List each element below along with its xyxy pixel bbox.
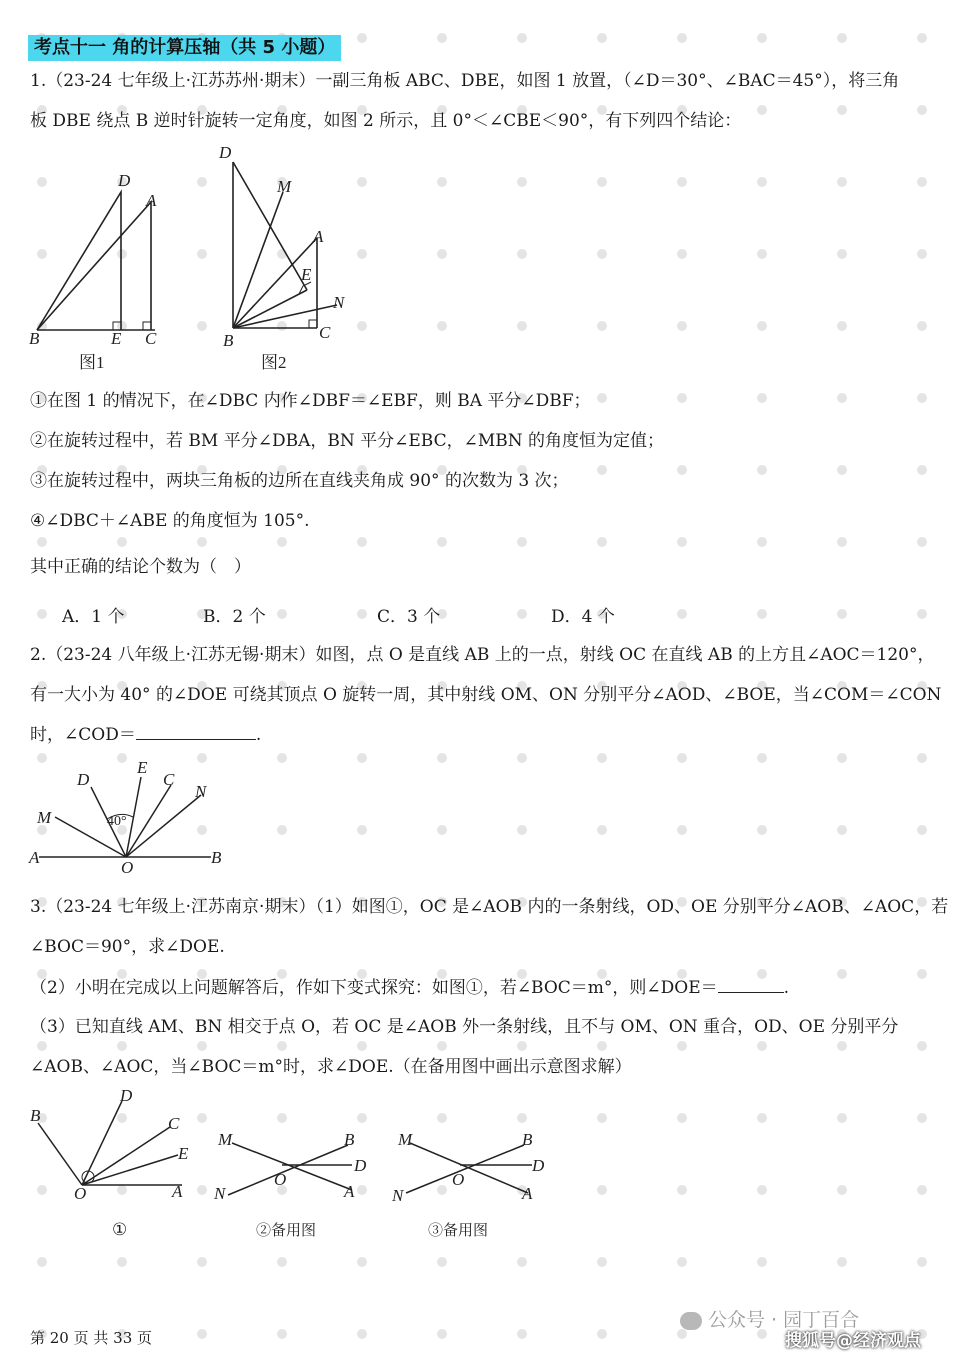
q2-label-o: O bbox=[121, 858, 134, 875]
q2-label-n: N bbox=[195, 782, 207, 801]
q2-text-line1: 2.（23-24 八年级上·江苏无锡·期末）如图，点 O 是直线 AB 上的一点，射线 OC 在直线 AB 的上方且∠AOC＝120°， bbox=[30, 645, 935, 665]
fig1-label-d: D bbox=[118, 171, 131, 190]
q3-fig2-label-d: D bbox=[354, 1156, 367, 1175]
q3-fig3-label-b: B bbox=[522, 1130, 533, 1149]
q3-fig3-label-o: O bbox=[452, 1170, 465, 1189]
page-footer: 第 20 页 共 33 页 bbox=[30, 1329, 153, 1347]
fig1-triangle-abc bbox=[37, 202, 151, 330]
q1-figures bbox=[25, 140, 365, 380]
q2-label-m: M bbox=[37, 808, 52, 827]
q2-angle-label: 40° bbox=[107, 814, 127, 829]
q3-caption-2: ②备用图 bbox=[256, 1223, 317, 1239]
q3-text-line4: （3）已知直线 AM、BN 相交于点 O，若 OC 是∠AOB 外一条射线，且不与 OM、ON 重合，OD、OE 分别平分 bbox=[30, 1017, 899, 1037]
q2-answer-blank[interactable] bbox=[136, 723, 256, 740]
q2-label-e: E bbox=[137, 758, 148, 777]
q2-label-c: C bbox=[163, 770, 175, 789]
q3-fig3-label-n: N bbox=[392, 1186, 404, 1205]
q3-fig3-label-d: D bbox=[532, 1156, 545, 1175]
q1-option-c: C．3 个 bbox=[377, 607, 441, 627]
fig2-caption: 图2 bbox=[261, 353, 287, 372]
q3-caption-3: ③备用图 bbox=[428, 1223, 489, 1239]
q2-figure bbox=[25, 755, 245, 875]
q2-label-b: B bbox=[211, 848, 222, 867]
fig1-triangle-dbe bbox=[37, 192, 121, 330]
q3-fig1-label-d: D bbox=[120, 1086, 133, 1105]
fig1-label-a: A bbox=[146, 191, 157, 210]
q3-fig2-label-n: N bbox=[214, 1184, 226, 1203]
q1-statement-2: ②在旋转过程中，若 BM 平分∠DBA，BN 平分∠EBC，∠MBN 的角度恒为定值； bbox=[30, 431, 665, 451]
q1-option-b: B．2 个 bbox=[203, 607, 266, 627]
q3-fig1-label-b: B bbox=[30, 1106, 41, 1125]
q1-statement-4: ④∠DBC＋∠ABE 的角度恒为 105°. bbox=[30, 511, 310, 531]
q2-text-line2: 有一大小为 40° 的∠DOE 可绕其顶点 O 旋转一周，其中射线 OM、ON 分别平分∠AOD、∠BOE，当∠COM＝∠CON bbox=[30, 685, 942, 705]
q3-fig3-label-m: M bbox=[398, 1130, 413, 1149]
watermark-wechat: 公众号 · 园丁百合 bbox=[680, 1305, 859, 1332]
q1-question: 其中正确的结论个数为（ ） bbox=[30, 557, 251, 577]
q3-fig1-label-a: A bbox=[172, 1182, 183, 1201]
fig2-label-c: C bbox=[319, 323, 331, 342]
fig2-ray-bm bbox=[233, 192, 283, 328]
fig2-label-b: B bbox=[223, 331, 234, 350]
q2-text-line3: 时，∠COD＝ . bbox=[30, 725, 262, 745]
q3-fig1-label-c: C bbox=[168, 1114, 180, 1133]
q2-label-a: A bbox=[29, 848, 40, 867]
fig2-label-e: E bbox=[301, 265, 312, 284]
q3-fig2-label-m: M bbox=[218, 1130, 233, 1149]
fig2-label-d: D bbox=[219, 143, 232, 162]
q1-text-line1: 1.（23-24 七年级上·江苏苏州·期末）一副三角板 ABC、DBE，如图 1 放置，（∠D＝30°、∠BAC＝45°），将三角 bbox=[30, 71, 900, 91]
q3-fig1-label-e: E bbox=[178, 1144, 189, 1163]
q1-statement-3: ③在旋转过程中，两块三角板的边所在直线夹角成 90° 的次数为 3 次； bbox=[30, 471, 569, 491]
q1-text-line2: 板 DBE 绕点 B 逆时针旋转一定角度，如图 2 所示，且 0°＜∠CBE＜90°，有下列四个结论： bbox=[30, 111, 742, 131]
q3-text-line1: 3.（23-24 七年级上·江苏南京·期末）（1）如图①，OC 是∠AOB 内的一条射线，OD、OE 分别平分∠AOB、∠AOC，若 bbox=[30, 897, 949, 917]
fig1-label-b: B bbox=[29, 329, 40, 348]
watermark-sohu: 搜狐号@经济观点 bbox=[785, 1331, 921, 1351]
q1-statement-1: ①在图 1 的情况下，在∠DBC 内作∠DBF＝∠EBF，则 BA 平分∠DBF； bbox=[30, 391, 591, 411]
fig1-caption: 图1 bbox=[79, 353, 105, 372]
q3-fig3-label-a: A bbox=[522, 1184, 533, 1203]
fig2-label-m: M bbox=[277, 177, 292, 196]
q3-text-line2: ∠BOC＝90°，求∠DOE. bbox=[30, 937, 225, 957]
q3-caption-1: ① bbox=[112, 1220, 128, 1239]
q3-text-line5: ∠AOB、∠AOC，当∠BOC＝m°时，求∠DOE.（在备用图中画出示意图求解） bbox=[30, 1057, 632, 1077]
q3-text-line3: （2）小明在完成以上问题解答后，作如下变式探究：如图①，若∠BOC＝m°，则∠DOE＝ . bbox=[30, 978, 790, 998]
fig1-label-c: C bbox=[145, 329, 157, 348]
q1-option-a: A．1 个 bbox=[62, 607, 125, 627]
q3-fig2-label-b: B bbox=[344, 1130, 355, 1149]
q1-option-d: D．4 个 bbox=[551, 607, 615, 627]
q3-fig1-label-o: O bbox=[74, 1184, 87, 1203]
q3-figures bbox=[22, 1085, 562, 1245]
fig2-label-a: A bbox=[313, 227, 324, 246]
fig1-label-e: E bbox=[111, 329, 122, 348]
q3-fig2-label-o: O bbox=[274, 1170, 287, 1189]
q3-answer-blank[interactable] bbox=[718, 976, 784, 993]
q2-label-d: D bbox=[77, 770, 90, 789]
q3-fig2-label-a: A bbox=[344, 1182, 355, 1201]
section-title: 考点十一 角的计算压轴（共 5 小题） bbox=[28, 35, 341, 61]
wechat-icon bbox=[680, 1312, 702, 1330]
fig2-label-n: N bbox=[333, 293, 345, 312]
